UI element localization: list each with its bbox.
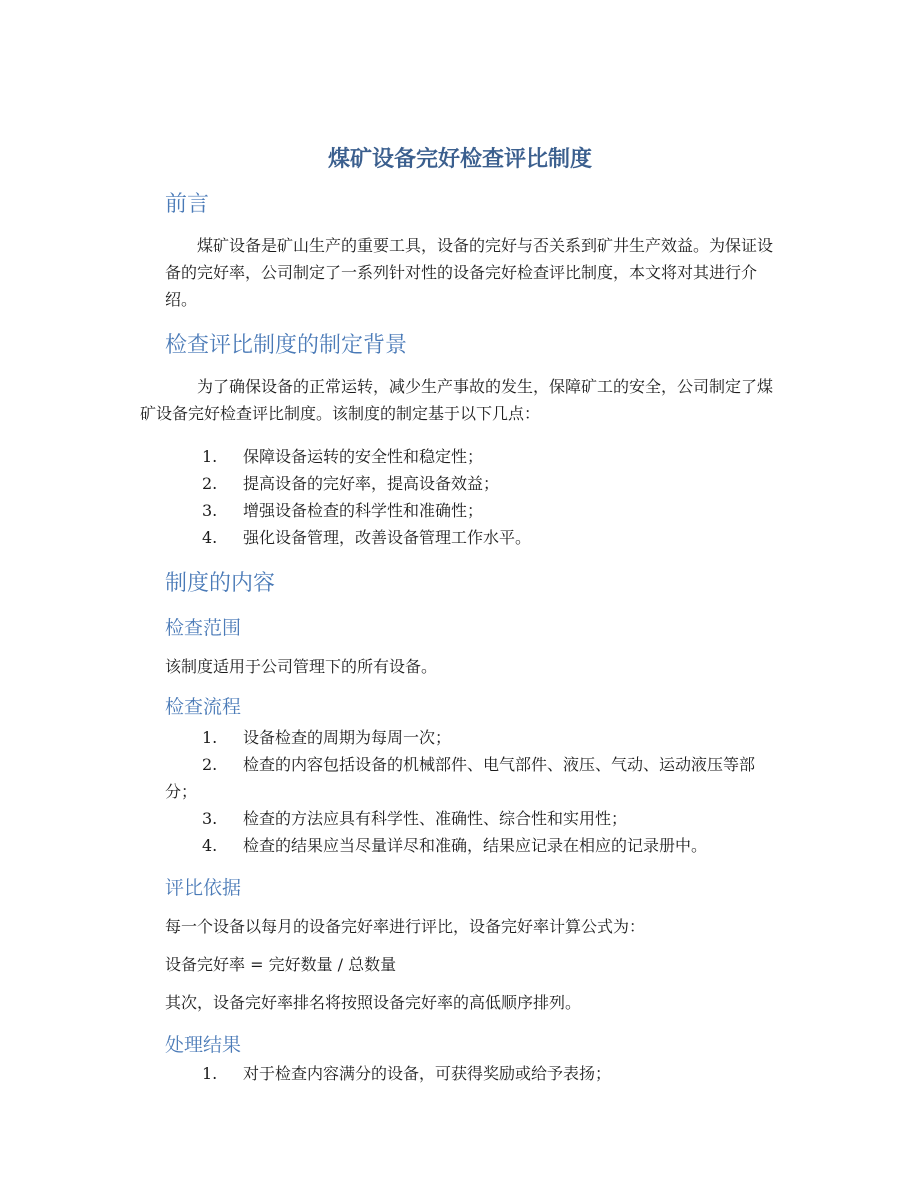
list-item: 3. 检查的方法应具有科学性、准确性、综合性和实用性； (202, 809, 628, 828)
subsection-heading-basis: 评比依据 (165, 877, 242, 899)
background-list (165, 443, 785, 551)
ranking-paragraph: 其次，设备完好率排名将按照设备完好率的高低顺序排列。 (165, 993, 582, 1012)
subsection-heading-result: 处理结果 (165, 1034, 242, 1056)
list-item: 3. 增强设备检查的科学性和准确性； (202, 501, 484, 520)
formula-text: 设备完好率 = 完好数量 / 总数量 (165, 955, 397, 974)
result-list (165, 1060, 785, 1087)
section-heading-content: 制度的内容 (165, 571, 276, 596)
preface-paragraph: 煤矿设备是矿山生产的重要工具，设备的完好与否关系到矿井生产效益。为保证设备的完好率，公司制定了一系列针对性的设备完好检查评比制度，本文将对其进行介绍。 (165, 236, 774, 309)
list-item: 2. 检查的内容包括设备的机械部件、电气部件、液压、气动、运动液压等部分； (165, 755, 756, 801)
list-item: 2. 提高设备的完好率，提高设备效益； (202, 474, 500, 493)
section-heading-background: 检查评比制度的制定背景 (165, 333, 408, 358)
list-item: 1. 设备检查的周期为每周一次； (202, 728, 452, 747)
document-title: 煤矿设备完好检查评比制度 (327, 147, 592, 172)
process-list (165, 724, 785, 859)
list-item: 1. 对于检查内容满分的设备，可获得奖励或给予表扬； (202, 1064, 612, 1083)
background-paragraph: 为了确保设备的正常运转，减少生产事故的发生，保障矿工的安全，公司制定了煤矿设备完好检查评比制度。该制度的制定基于以下几点： (140, 377, 774, 423)
section-heading-preface: 前言 (165, 192, 210, 217)
basis-paragraph: 每一个设备以每月的设备完好率进行评比，设备完好率计算公式为： (165, 917, 646, 936)
list-item: 4. 强化设备管理，改善设备管理工作水平。 (202, 528, 532, 547)
document-body (140, 188, 785, 1087)
scope-paragraph: 该制度适用于公司管理下的所有设备。 (165, 657, 438, 676)
list-item: 4. 检查的结果应当尽量详尽和准确，结果应记录在相应的记录册中。 (202, 836, 708, 855)
list-item: 1. 保障设备运转的安全性和稳定性； (202, 447, 484, 466)
subsection-heading-process: 检查流程 (165, 696, 242, 718)
subsection-heading-scope: 检查范围 (165, 617, 242, 639)
